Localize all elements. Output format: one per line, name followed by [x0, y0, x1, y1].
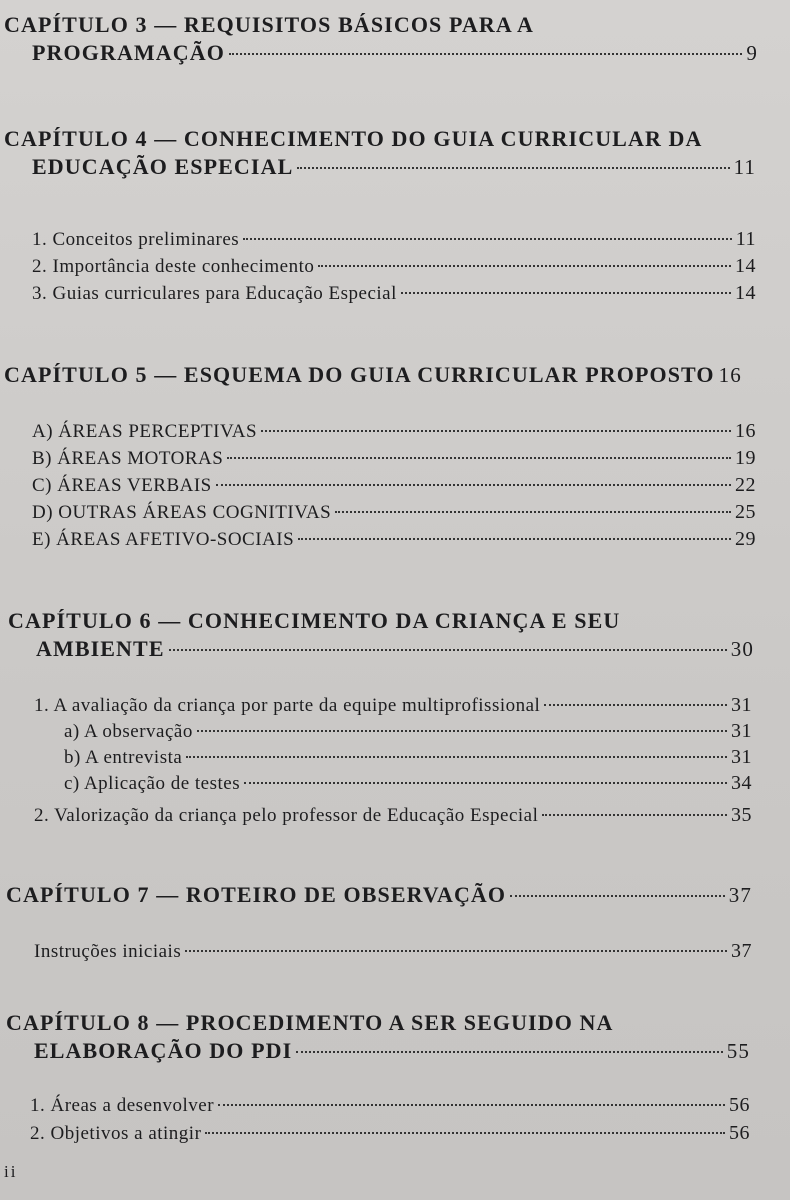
page-number: 55: [726, 1039, 750, 1063]
page-number: 19: [735, 447, 756, 469]
page-number: 16: [718, 363, 742, 387]
item-label: 2. Importância deste conhecimento: [32, 256, 315, 277]
chapter-title-line2: AMBIENTE: [36, 636, 165, 661]
page-number: 29: [735, 528, 756, 550]
page-number: 31: [731, 746, 752, 768]
page-number: 22: [735, 474, 756, 496]
item-label: 1. A avaliação da criança por parte da equipe multiprofissional: [34, 695, 541, 716]
item-label: b) A entrevista: [64, 747, 183, 768]
item-label: 2. Valorização da criança pelo professor de Educação Especial: [34, 805, 539, 826]
chapter-title: CAPÍTULO 5 — ESQUEMA DO GUIA CURRICULAR PROPOSTO: [4, 362, 715, 387]
chapter-title-line2: EDUCAÇÃO ESPECIAL: [32, 154, 294, 179]
page-number: 11: [733, 155, 756, 179]
toc-item: [0, 1094, 790, 1117]
leader-dots: [298, 538, 731, 540]
toc-item: [0, 228, 790, 251]
leader-dots: [186, 756, 727, 758]
item-label: Instruções iniciais: [34, 941, 182, 962]
page-number: 11: [735, 228, 756, 250]
page-number: 30: [730, 637, 754, 661]
toc-item: [0, 720, 790, 743]
toc-item: [0, 420, 790, 443]
leader-dots: [335, 511, 731, 513]
leader-dots: [169, 649, 727, 651]
leader-dots: [544, 704, 727, 706]
leader-dots: [205, 1132, 725, 1134]
page-number: 25: [735, 501, 756, 523]
item-label: E) ÁREAS AFETIVO-SOCIAIS: [32, 529, 295, 550]
toc-item: [0, 528, 790, 551]
item-label: 3. Guias curriculares para Educação Especial: [32, 283, 397, 304]
leader-dots: [216, 484, 731, 486]
leader-dots: [401, 292, 731, 294]
page-number: 37: [731, 940, 752, 962]
item-label: 1. Conceitos preliminares: [32, 229, 240, 250]
toc-item: [0, 1122, 790, 1145]
item-label: c) Aplicação de testes: [64, 773, 241, 794]
chapter-title-line1: CAPÍTULO 3 — REQUISITOS BÁSICOS PARA A: [4, 12, 534, 37]
leader-dots: [229, 53, 742, 55]
item-label: A) ÁREAS PERCEPTIVAS: [32, 421, 258, 442]
page-number: 31: [731, 694, 752, 716]
leader-dots: [185, 950, 727, 952]
page-number: 35: [731, 804, 752, 826]
page-number: 16: [735, 420, 756, 442]
toc-item: [0, 804, 790, 827]
leader-dots: [542, 814, 727, 816]
leader-dots: [244, 782, 727, 784]
page-number: 34: [731, 772, 752, 794]
toc-item: [0, 282, 790, 305]
item-label: C) ÁREAS VERBAIS: [32, 475, 212, 496]
item-label: D) OUTRAS ÁREAS COGNITIVAS: [32, 502, 332, 523]
leader-dots: [218, 1104, 725, 1106]
leader-dots: [197, 730, 727, 732]
chapter-title-line1: CAPÍTULO 4 — CONHECIMENTO DO GUIA CURRICULAR DA: [4, 126, 703, 151]
page-folio: ii: [4, 1162, 18, 1181]
toc-chapter-3: [0, 12, 790, 66]
page-number: 56: [729, 1122, 750, 1144]
chapter-title: CAPÍTULO 7 — ROTEIRO DE OBSERVAÇÃO: [6, 882, 507, 907]
chapter-title-line2: ELABORAÇÃO DO PDI: [34, 1038, 293, 1063]
toc-chapter-6: [0, 608, 790, 662]
leader-dots: [243, 238, 732, 240]
leader-dots: [318, 265, 731, 267]
leader-dots: [297, 167, 729, 169]
leader-dots: [296, 1051, 723, 1053]
toc-chapter-5: [0, 362, 790, 388]
leader-dots: [261, 430, 731, 432]
chapter-title-line1: CAPÍTULO 6 — CONHECIMENTO DA CRIANÇA E SEU: [8, 608, 621, 633]
page-number: 14: [735, 255, 756, 277]
item-label: a) A observação: [64, 721, 193, 742]
chapter-title-line1: CAPÍTULO 8 — PROCEDIMENTO A SER SEGUIDO NA: [6, 1010, 614, 1035]
item-label: 1. Áreas a desenvolver: [30, 1095, 215, 1116]
page-number: 31: [731, 720, 752, 742]
toc-chapter-8: [0, 1010, 790, 1064]
toc-chapter-7: [0, 882, 790, 908]
toc-chapter-4: [0, 126, 790, 180]
item-label: 2. Objetivos a atingir: [30, 1123, 202, 1144]
page-number: 56: [729, 1094, 750, 1116]
toc-item: [0, 255, 790, 278]
toc-item: [0, 501, 790, 524]
toc-item: [0, 940, 790, 963]
page-number: 14: [735, 282, 756, 304]
toc-item: [0, 746, 790, 769]
chapter-title-line2: PROGRAMAÇÃO: [32, 40, 225, 65]
toc-item: [0, 772, 790, 795]
item-label: B) ÁREAS MOTORAS: [32, 448, 224, 469]
page-number: 37: [728, 883, 752, 907]
leader-dots: [227, 457, 731, 459]
toc-item: [0, 447, 790, 470]
toc-item: [0, 474, 790, 497]
leader-dots: [510, 895, 725, 897]
page-number: 9: [746, 41, 758, 65]
toc-item: [0, 694, 790, 717]
